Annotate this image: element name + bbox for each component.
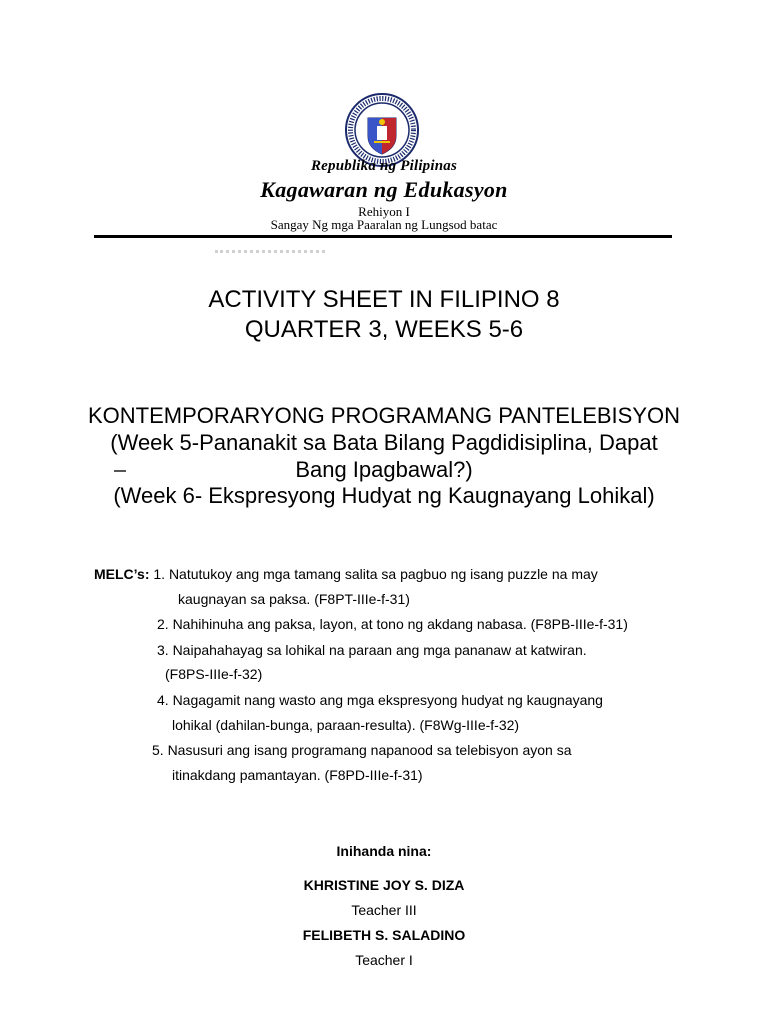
subtitle-line-2: (Week 5-Pananakit sa Bata Bilang Pagdidisiplina, Dapat <box>110 430 658 455</box>
subtitle-line-1: KONTEMPORARYONG PROGRAMANG PANTELEBISYON <box>87 403 681 428</box>
melc-line: kaugnayan sa paksa. (F8PT-IIIe-f-31) <box>178 591 410 607</box>
title-line-1: ACTIVITY SHEET IN FILIPINO 8 <box>208 286 560 313</box>
melc-line: 1. Natutukoy ang mga tamang salita sa pagbuo ng isang puzzle na may <box>153 566 598 582</box>
header-republika: Republika ng Pilipinas <box>310 158 458 174</box>
melc-item-1 <box>94 565 598 583</box>
melc-label: MELC’s: <box>94 566 150 582</box>
header-divider <box>94 235 672 238</box>
author-2-name: FELIBETH S. SALADINO <box>302 927 466 943</box>
melc-line: (F8PS-IIIe-f-32) <box>165 666 263 682</box>
author-1-role: Teacher III <box>351 902 417 918</box>
melc-line: lohikal (dahilan-bunga, paraan-resulta). (F8Wg-IIIe-f-32) <box>172 717 520 733</box>
melc-item-2: 2. Nahihinuha ang paksa, layon, at tono ng akdang nabasa. (F8PB-IIIe-f-31) <box>157 616 628 632</box>
header-kagawaran: Kagawaran ng Edukasyon <box>260 177 508 202</box>
prepared-by-label: Inihanda nina: <box>336 843 432 859</box>
stray-mark <box>114 470 126 475</box>
author-1-name: KHRISTINE JOY S. DIZA <box>303 877 465 893</box>
title-line-2: QUARTER 3, WEEKS 5-6 <box>244 316 524 343</box>
subtitle-line-4: (Week 6- Ekspresyong Hudyat ng Kaugnayang Lohikal) <box>113 483 655 508</box>
melc-item-3: 3. Naipahahayag sa lohikal na paraan ang mga pananaw at katwiran. <box>157 642 587 658</box>
melc-line: itinakdang pamantayan. (F8PD-IIIe-f-31) <box>172 767 423 783</box>
author-2-role: Teacher I <box>355 952 413 968</box>
subtitle-line-3: Bang Ipagbawal?) <box>295 457 473 482</box>
header-sangay: Sangay Ng mga Paaralan ng Lungsod batac <box>270 217 498 232</box>
header-rehiyon: Rehiyon I <box>358 204 410 219</box>
faded-mark <box>215 250 325 263</box>
deped-seal-icon <box>344 92 420 168</box>
melc-item-4: 4. Nagagamit nang wasto ang mga ekspresyong hudyat ng kaugnayang <box>157 692 603 708</box>
melc-item-5: 5. Nasusuri ang isang programang napanood sa telebisyon ayon sa <box>152 742 572 758</box>
